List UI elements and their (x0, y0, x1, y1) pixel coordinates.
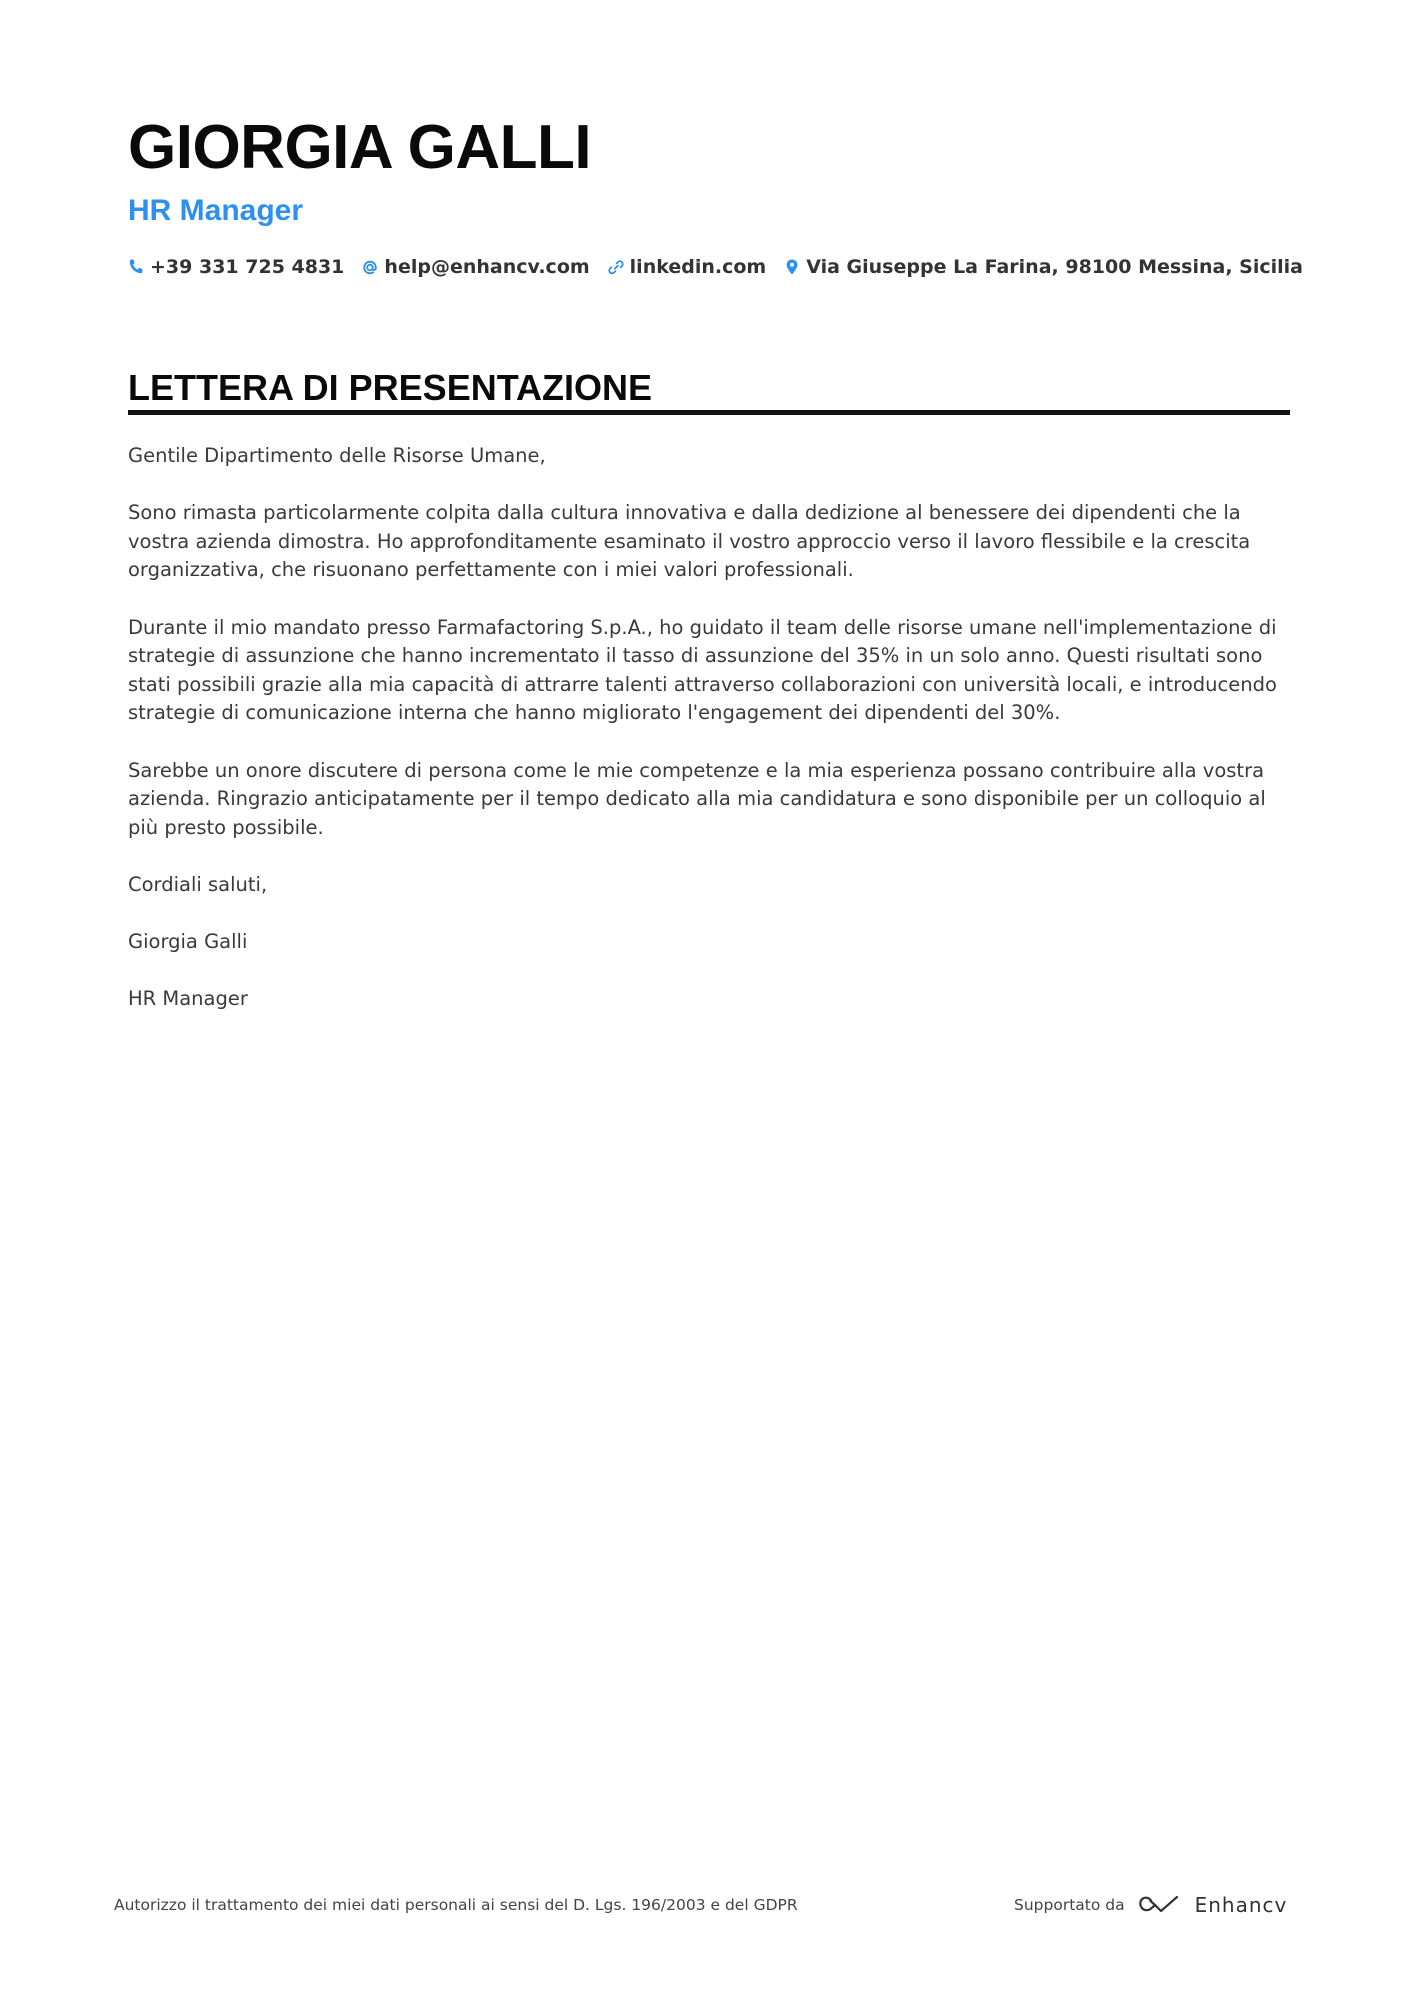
letter-closing: Cordiali saluti, (128, 872, 268, 896)
signature-role: HR Manager (128, 987, 248, 1011)
contact-address-text: Via Giuseppe La Farina, 98100 Messina, Sicilia (806, 256, 1304, 278)
enhancv-brand[interactable] (1137, 1892, 1288, 1918)
contact-phone-text: +39 331 725 4831 (150, 256, 345, 278)
contact-linkedin[interactable] (608, 256, 767, 278)
contact-linkedin-text: linkedin.com (629, 256, 767, 278)
letter-paragraph: Sono rimasta particolarmente colpita dalla cultura innovativa e dalla dedizione al benessere dei dipendenti che la vostra azienda dimostra. Ho approfonditamente esaminato il vostro approccio verso il lavoro flessibile e la crescita organizzativa, che risuonano perfettamente con i miei valori professionali. (128, 501, 1251, 582)
contact-address (784, 256, 1303, 278)
contact-phone[interactable] (128, 256, 344, 278)
candidate-name: GIORGIA GALLI (128, 113, 592, 182)
footer-brand[interactable] (1014, 1888, 1287, 1922)
phone-icon (128, 258, 144, 276)
letter-body (128, 442, 1290, 1042)
letter-paragraph: Durante il mio mandato presso Farmafactoring S.p.A., ho guidato il team delle risorse umane nell'implementazione di strategie di assunzione che hanno incrementato il tasso di assunzione del 35% in un solo anno. Questi risultati sono stati possibili grazie alla mia capacità di attrarre talenti attraverso collaborazioni con università locali, e introducendo strategie di comunicazione interna che hanno migliorato l'engagement dei dipendenti del 30%. (128, 615, 1277, 725)
link-icon (608, 258, 624, 276)
enhancv-logo-icon (1137, 1892, 1185, 1918)
contact-email[interactable] (362, 256, 589, 278)
enhancv-brand-name: Enhancv (1194, 1893, 1288, 1917)
location-pin-icon (784, 258, 800, 276)
at-icon (362, 258, 378, 276)
contact-email-text: help@enhancv.com (384, 256, 590, 278)
contact-bar (128, 252, 1303, 282)
section-title: LETTERA DI PRESENTAZIONE (128, 367, 653, 408)
section-divider (128, 410, 1290, 415)
letter-salutation: Gentile Dipartimento delle Risorse Umane, (128, 444, 546, 467)
signature-name: Giorgia Galli (128, 930, 248, 954)
candidate-role: HR Manager (128, 194, 304, 227)
supported-by-label: Supportato da (1014, 1896, 1125, 1914)
letter-paragraph: Sarebbe un onore discutere di persona come le mie competenze e la mia esperienza possano contribuire alla vostra azienda. Ringrazio anticipatamente per il tempo dedicato alla mia candidatura e sono disponibile per un colloquio al più presto possibile. (128, 758, 1266, 839)
gdpr-consent-note: Autorizzo il trattamento dei miei dati personali ai sensi del D. Lgs. 196/2003 e del GDPR (114, 1896, 798, 1914)
